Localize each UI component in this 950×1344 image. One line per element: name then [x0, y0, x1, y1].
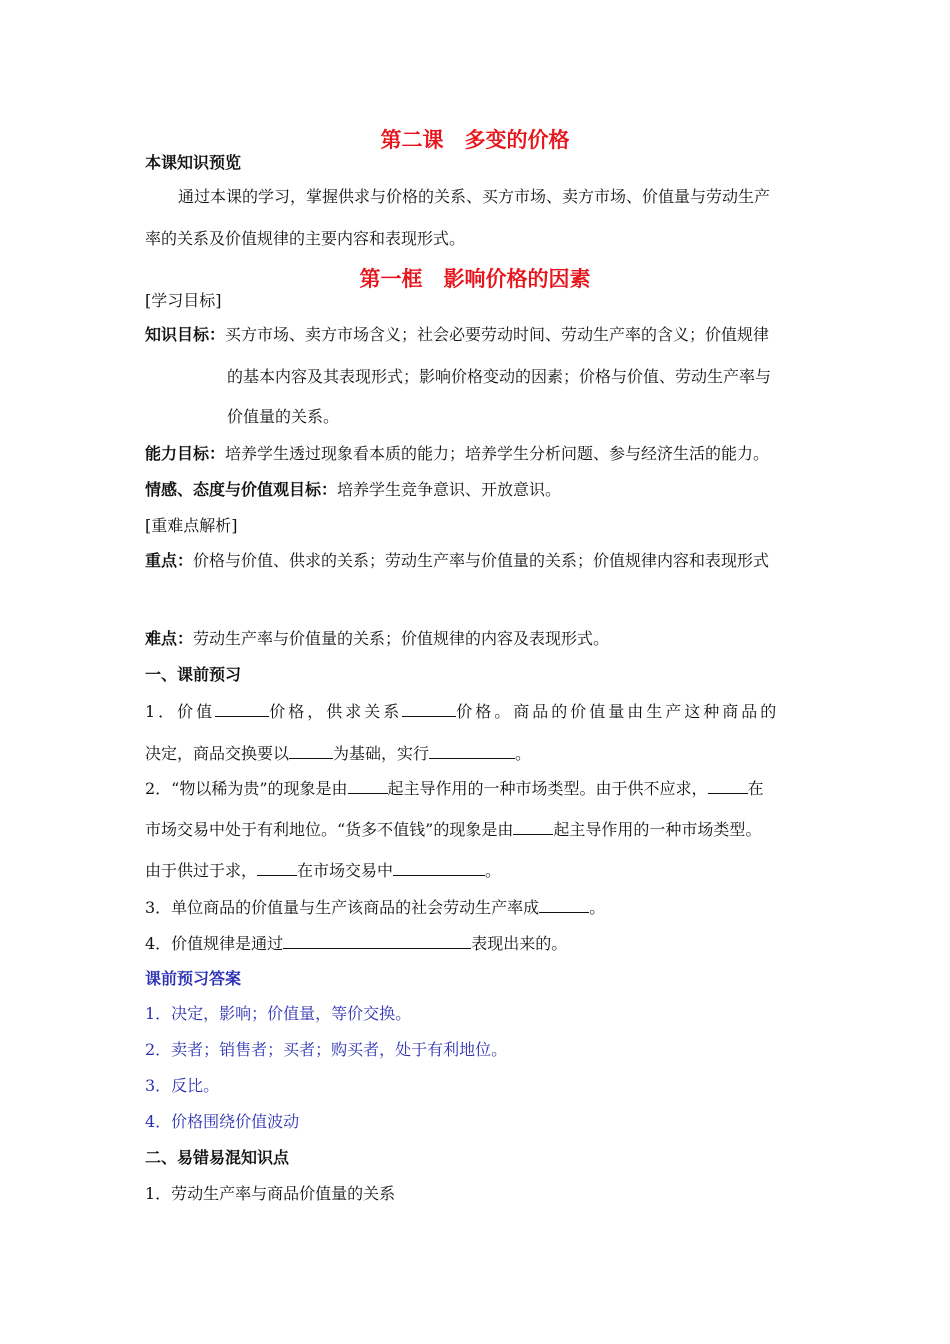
- question-1-text-f: 。: [515, 744, 532, 763]
- blank: [283, 932, 471, 949]
- preview-text-line-2: 率的关系及价值规律的主要内容和表现形式。: [145, 229, 466, 248]
- knowledge-goal-line-3: 价值量的关系。: [227, 407, 340, 426]
- question-4-text-a: 4．价值规律是通过: [145, 934, 284, 953]
- hard-point-label: 难点：: [145, 629, 194, 648]
- question-2-text-d: 市场交易中处于有利地位。“货多不值钱”的现象是由: [145, 820, 514, 839]
- answer-3: 3．反比。: [145, 1076, 220, 1095]
- ability-goal-text: 培养学生透过现象看本质的能力；培养学生分析问题、参与经济生活的能力。: [225, 444, 770, 463]
- knowledge-goal-line-2: 的基本内容及其表现形式；影响价格变动的因素；价格与价值、劳动生产率与: [227, 367, 772, 386]
- question-3-text-b: 。: [589, 898, 606, 917]
- question-1-text-b: 价格，供求关系: [269, 702, 403, 721]
- section-title: 第一框 影响价格的因素: [359, 267, 591, 291]
- key-point: [145, 550, 769, 572]
- question-2-text-f: 由于供过于求，: [145, 861, 258, 880]
- question-2-text-h: 。: [485, 861, 502, 880]
- knowledge-goal-text: 买方市场、卖方市场含义；社会必要劳动时间、劳动生产率的含义；价值规律: [225, 325, 770, 344]
- blank: [539, 896, 589, 913]
- blank: [289, 742, 333, 759]
- question-1-text-c: 价格。商品的价值量由生产这种商品的: [456, 702, 780, 721]
- knowledge-goal-line-1: [145, 324, 769, 346]
- answer-1: 1．决定，影响；价值量，等价交换。: [145, 1004, 412, 1023]
- attitude-goal-text: 培养学生竞争意识、开放意识。: [337, 480, 562, 499]
- question-2-text-c: 在: [747, 779, 764, 798]
- question-4: [145, 932, 567, 955]
- blank: [257, 859, 297, 876]
- hard-point: [145, 628, 609, 650]
- analysis-heading: [重难点解析]: [145, 516, 238, 535]
- question-4-text-b: 表现出来的。: [471, 934, 568, 953]
- blank: [402, 700, 456, 717]
- answer-4: 4．价格围绕价值波动: [145, 1112, 300, 1131]
- question-2-text-g: 在市场交易中: [297, 861, 394, 880]
- question-2-text-a: 2．“物以稀为贵”的现象是由: [145, 779, 348, 798]
- goals-heading: [学习目标]: [145, 291, 222, 310]
- question-2-line-3: [145, 859, 501, 882]
- mistakes-heading: 二、易错易混知识点: [145, 1148, 290, 1167]
- ability-goal: [145, 443, 769, 465]
- mistakes-item-1: 1．劳动生产率与商品价值量的关系: [145, 1184, 396, 1203]
- ability-goal-label: 能力目标：: [145, 444, 226, 463]
- question-2-line-1: [145, 777, 764, 800]
- question-2-line-2: [145, 818, 761, 841]
- answers-heading: 课前预习答案: [145, 969, 242, 988]
- blank: [513, 818, 553, 835]
- question-3: [145, 896, 605, 919]
- question-2-text-e: 起主导作用的一种市场类型。: [553, 820, 762, 839]
- blank: [708, 777, 748, 794]
- question-1-text-d: 决定，商品交换要以: [145, 744, 290, 763]
- preview-heading: 本课知识预览: [145, 153, 242, 172]
- blank: [429, 742, 515, 759]
- blank: [348, 777, 388, 794]
- hard-point-text: 劳动生产率与价值量的关系；价值规律的内容及表现形式。: [193, 629, 610, 648]
- blank: [215, 700, 269, 717]
- question-1-text-e: 为基础，实行: [333, 744, 430, 763]
- knowledge-goal-label: 知识目标：: [145, 325, 226, 344]
- question-1-line-2: [145, 742, 531, 765]
- blank: [393, 859, 485, 876]
- answer-2: 2．卖者；销售者；买者；购买者，处于有利地位。: [145, 1040, 508, 1059]
- question-2-text-b: 起主导作用的一种市场类型。由于供不应求，: [387, 779, 708, 798]
- key-point-label: 重点：: [145, 551, 194, 570]
- question-1-text-a: 1．价值: [145, 702, 216, 721]
- preview-text-line-1: 通过本课的学习，掌握供求与价格的关系、买方市场、卖方市场、价值量与劳动生产: [178, 187, 771, 206]
- question-1-line-1: [145, 700, 779, 723]
- key-point-text: 价格与价值、供求的关系；劳动生产率与价值量的关系；价值规律内容和表现形式: [193, 551, 770, 570]
- question-3-text-a: 3．单位商品的价值量与生产该商品的社会劳动生产率成: [145, 898, 540, 917]
- preclass-heading: 一、课前预习: [145, 665, 242, 684]
- attitude-goal: [145, 479, 561, 501]
- attitude-goal-label: 情感、态度与价值观目标：: [145, 480, 338, 499]
- lesson-title: 第二课 多变的价格: [380, 128, 570, 152]
